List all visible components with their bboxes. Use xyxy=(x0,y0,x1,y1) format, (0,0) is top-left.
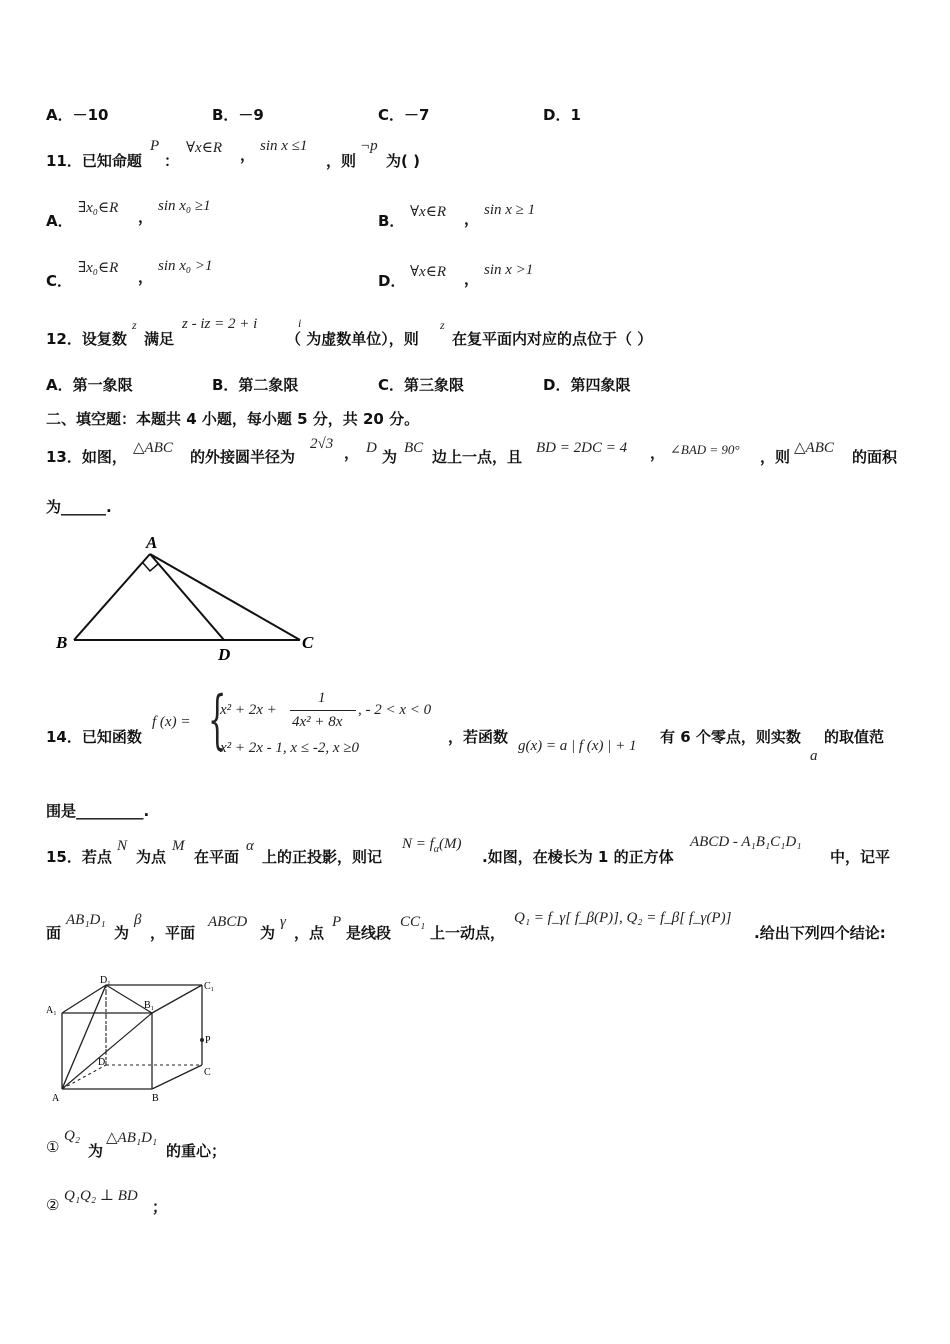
q15-ab1d1: AB₁D₁ xyxy=(66,912,106,928)
q13-triangle: △ABC xyxy=(133,440,173,456)
q11-b-comma: ， xyxy=(464,210,480,228)
q12-option-b: B．第二象限 xyxy=(212,376,299,394)
q14-stem-d: 的取值范 xyxy=(824,728,885,746)
fig13-label-c: C xyxy=(302,633,314,652)
q11-b-expr2: sin x ≥ 1 xyxy=(484,202,536,218)
q15-line2-b: 为 xyxy=(114,924,130,942)
q11-sin: sin x ≤1 xyxy=(260,138,308,154)
q11-wei: 为( ) xyxy=(386,152,420,170)
fig15-label-p: P xyxy=(205,1035,211,1046)
q12-i: i xyxy=(298,316,302,330)
q13-triangle2: △ABC xyxy=(794,440,834,456)
q14-frac-den: 4x² + 8x xyxy=(292,714,343,730)
q13-radius: 2√3 xyxy=(310,436,334,452)
q12-option-c: C．第三象限 xyxy=(378,376,465,394)
fig15-label-d1: D₁ xyxy=(100,975,111,986)
q14-gx: g(x) = a | f (x) | + 1 xyxy=(518,738,637,754)
q15-line2-g: 上一动点， xyxy=(430,924,506,942)
conclusion-2-mark: ② xyxy=(46,1196,60,1214)
q13-comma: ， xyxy=(344,444,360,462)
q15-stem-b: 为点 xyxy=(136,848,167,866)
q14-stem-b: ，若函数 xyxy=(448,728,509,746)
q12-equation: z - iz = 2 + i xyxy=(182,316,258,332)
q11-c-expr: ∃x₀∈R xyxy=(78,260,119,276)
q12-stem: 12．设复数 xyxy=(46,330,127,348)
q11-a-expr2: sin x₀ ≥1 xyxy=(158,198,211,214)
q11-c-expr2: sin x₀ >1 xyxy=(158,258,213,274)
q13-comma2: ， xyxy=(650,444,666,462)
conclusion-1-tri: △AB₁D₁ xyxy=(106,1130,158,1146)
section-heading: 二、填空题：本题共 4 小题，每小题 5 分，共 20 分。 xyxy=(46,410,420,428)
conclusion-1-wei: 为 xyxy=(88,1142,104,1160)
q15-line2-h: .给出下列四个结论: xyxy=(754,924,886,942)
q15-qdef: Q₁ = f_γ[ f_β(P)], Q₂ = f_β[ f_γ(P)] xyxy=(514,910,732,926)
q14-stem: 14．已知函数 xyxy=(46,728,142,746)
q11-a-comma: ， xyxy=(138,208,154,226)
fig15-label-c: C xyxy=(204,1067,211,1078)
fig15-label-a1: A₁ xyxy=(46,1005,57,1016)
q15-proj: $N = f_\alpha(M)$ xyxy=(402,836,462,855)
q13-d: D xyxy=(366,440,377,456)
conclusion-1-text: 的重心； xyxy=(166,1142,227,1160)
conclusion-2-end: ； xyxy=(152,1198,168,1216)
q14-case1-a: x² + 2x + xyxy=(220,702,277,718)
q14-brace: { xyxy=(208,683,227,757)
q15-alpha: α xyxy=(246,838,254,854)
q14-a: a xyxy=(810,748,818,764)
fig13-label-a: A xyxy=(146,533,158,552)
q15-stem-f: 中，记平 xyxy=(830,848,891,866)
q13-stem: 13．如图， xyxy=(46,448,127,466)
q11-b-expr: ∀x∈R xyxy=(410,204,446,220)
q15-line2-f: 是线段 xyxy=(346,924,392,942)
fig13-label-d: D xyxy=(218,645,231,664)
q15-line2-d: 为 xyxy=(260,924,276,942)
q14-case2: x² + 2x - 1, x ≤ -2, x ≥0 xyxy=(220,740,359,756)
q14-answer-line: 围是_________. xyxy=(46,802,150,820)
q13-answer-line: 为______. xyxy=(46,498,112,516)
q15-m: M xyxy=(172,838,185,854)
q12-option-d: D．第四象限 xyxy=(543,376,631,394)
q11-c-label: C． xyxy=(46,272,73,290)
q13-triangle-figure xyxy=(50,530,340,670)
q12-stem-c: （ 为虚数单位），则 xyxy=(286,330,419,348)
q10-option-c: C．－7 xyxy=(378,106,430,124)
fig15-label-a: A xyxy=(52,1093,60,1104)
q15-stem-c: 在平面 xyxy=(194,848,240,866)
q12-z: z xyxy=(132,318,137,332)
q11-a-label: A． xyxy=(46,212,73,230)
q15-stem-d: 上的正投影，则记 xyxy=(262,848,383,866)
q11-stem: 11．已知命题 xyxy=(46,152,142,170)
q12-stem-d: 在复平面内对应的点位于（ ） xyxy=(452,330,653,348)
q13-bc: BC xyxy=(404,440,424,456)
q15-line2-a: 面 xyxy=(46,924,62,942)
fig15-label-b1: B₁ xyxy=(144,1000,155,1011)
q10-option-b: B．－9 xyxy=(212,106,264,124)
q14-frac-bar xyxy=(290,710,356,711)
q15-stem-e: .如图，在棱长为 1 的正方体 xyxy=(482,848,674,866)
q12-z2: z xyxy=(440,318,445,332)
q13-stem-f: 的面积 xyxy=(852,448,898,466)
q15-line2-c: ，平面 xyxy=(150,924,196,942)
fig15-label-c1: C₁ xyxy=(204,981,215,992)
q11-d-label: D． xyxy=(378,272,406,290)
q13-stem-e: ，则 xyxy=(760,448,791,466)
q14-stem-c: 有 6 个零点，则实数 xyxy=(660,728,801,746)
q15-cube-figure xyxy=(40,975,230,1110)
q15-cc1: CC₁ xyxy=(400,914,426,930)
q15-line2-e: ，点 xyxy=(294,924,325,942)
conclusion-1-q2: Q₂ xyxy=(64,1128,81,1144)
q11-then: ，则 xyxy=(326,152,357,170)
q11-d-expr: ∀x∈R xyxy=(410,264,446,280)
q10-option-d: D．1 xyxy=(543,106,581,124)
q15-cube: ABCD - A₁B₁C₁D₁ xyxy=(690,834,802,850)
q11-comma: ， xyxy=(240,146,256,164)
q15-p: P xyxy=(332,914,342,930)
q12-satisfy: 满足 xyxy=(144,330,175,348)
fig13-label-b: B xyxy=(56,633,68,652)
q11-b-label: B． xyxy=(378,212,405,230)
q11-forall: ∀x∈R xyxy=(186,140,222,156)
q15-n: N xyxy=(117,838,128,854)
q13-angle: ∠BAD = 90° xyxy=(670,442,740,457)
q15-gamma: γ xyxy=(280,914,286,930)
q15-beta: β xyxy=(134,912,142,928)
q13-stem-b: 的外接圆半径为 xyxy=(190,448,296,466)
q14-case1-b: , - 2 < x < 0 xyxy=(358,702,432,718)
q10-option-a: A．－10 xyxy=(46,106,109,124)
conclusion-2-expr: Q₁Q₂ ⊥ BD xyxy=(64,1188,138,1204)
q14-frac-num: 1 xyxy=(318,690,326,706)
q11-d-comma: ， xyxy=(464,270,480,288)
fig15-label-b: B xyxy=(152,1093,159,1104)
q11-p: P xyxy=(150,138,160,154)
q11-notp: ¬p xyxy=(360,138,378,154)
fig15-label-d: D xyxy=(98,1057,106,1068)
q13-stem-c: 为 xyxy=(382,448,398,466)
q11-d-expr2: sin x >1 xyxy=(484,262,534,278)
q14-fx: f (x) = xyxy=(152,714,191,730)
q12-option-a: A．第一象限 xyxy=(46,376,133,394)
q11-colon: ： xyxy=(164,152,180,170)
q11-a-expr: ∃x₀∈R xyxy=(78,200,119,216)
q13-bd: BD = 2DC = 4 xyxy=(536,440,628,456)
q15-abcd: ABCD xyxy=(208,914,248,930)
conclusion-1-mark: ① xyxy=(46,1138,60,1156)
q11-c-comma: ， xyxy=(138,268,154,286)
q15-stem: 15．若点 xyxy=(46,848,112,866)
q13-stem-d: 边上一点，且 xyxy=(432,448,523,466)
